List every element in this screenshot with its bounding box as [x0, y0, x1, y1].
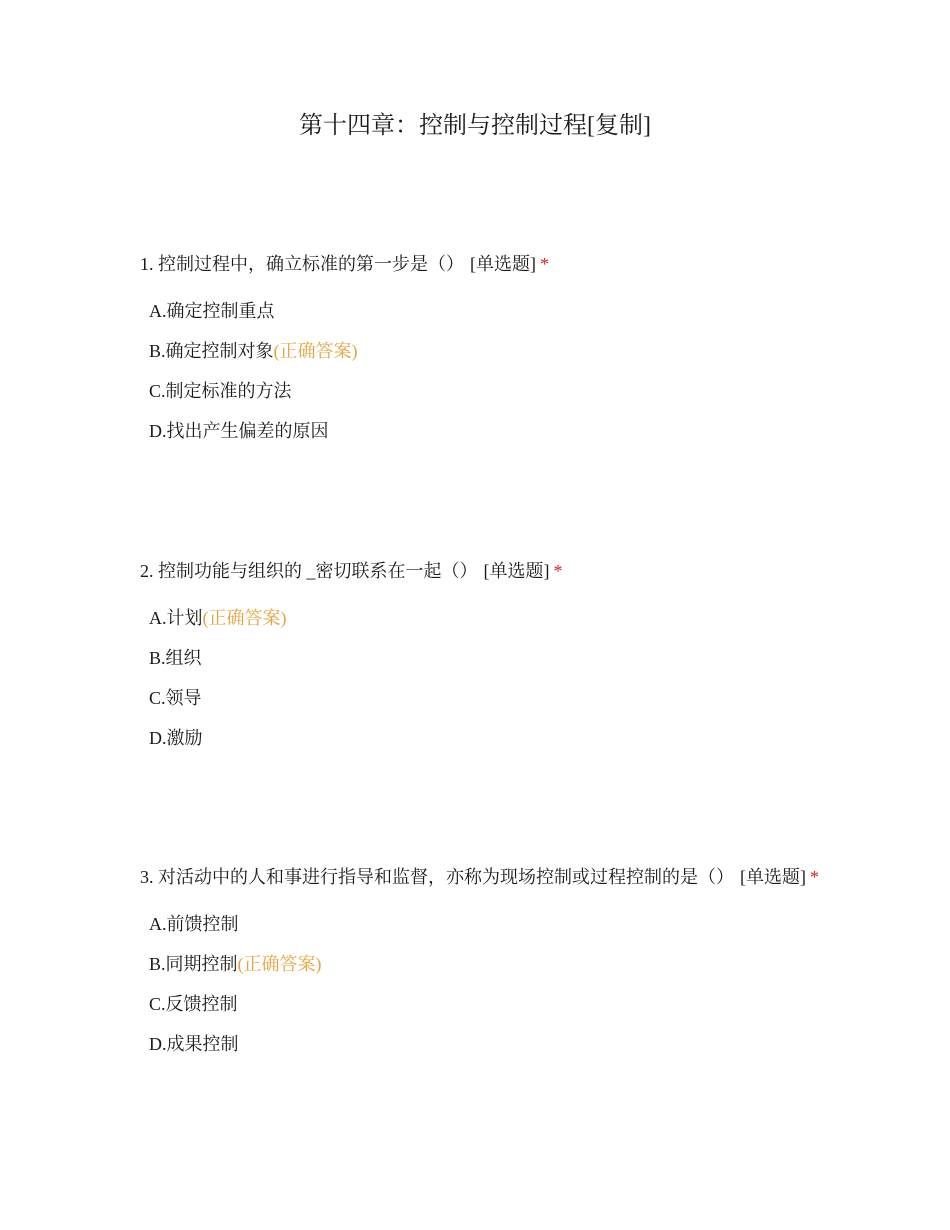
- option-label: D.激励: [149, 728, 203, 748]
- option-label: C.制定标准的方法: [149, 381, 292, 401]
- question-number: 1.: [140, 254, 154, 274]
- question-1: [140, 245, 820, 451]
- page-title: 第十四章：控制与控制过程[复制]: [299, 113, 651, 139]
- option-label: B.组织: [149, 648, 202, 668]
- option-label: C.反馈控制: [149, 994, 238, 1014]
- correct-answer-tag: (正确答案): [273, 341, 358, 361]
- question-stem: [140, 245, 820, 283]
- option-b[interactable]: [149, 944, 820, 984]
- option-d[interactable]: [149, 718, 820, 758]
- required-mark: *: [553, 561, 563, 581]
- correct-answer-tag: (正确答案): [237, 954, 322, 974]
- question-number: 3.: [140, 867, 154, 887]
- option-label: D.找出产生偏差的原因: [149, 421, 329, 441]
- question-type: [单选题]: [483, 561, 550, 581]
- option-label: C.领导: [149, 688, 202, 708]
- question-type: [单选题]: [470, 254, 536, 274]
- question-stem: [140, 552, 820, 590]
- question-2: [140, 552, 820, 758]
- option-c[interactable]: [149, 371, 820, 411]
- option-label: B.确定控制对象: [149, 341, 274, 361]
- option-label: A.计划: [149, 608, 203, 628]
- question-stem: [140, 858, 820, 896]
- option-d[interactable]: [149, 1024, 820, 1064]
- option-a[interactable]: [149, 291, 820, 331]
- question-text: 控制功能与组织的 _密切联系在一起（）: [158, 561, 478, 581]
- option-label: A.确定控制重点: [149, 301, 275, 321]
- option-label: D.成果控制: [149, 1034, 239, 1054]
- question-type: [单选题]: [740, 867, 806, 887]
- option-a[interactable]: [149, 598, 820, 638]
- required-mark: *: [810, 867, 819, 887]
- option-label: A.前馈控制: [149, 914, 239, 934]
- option-list: [140, 291, 820, 451]
- option-label: B.同期控制: [149, 954, 238, 974]
- option-a[interactable]: [149, 904, 820, 944]
- option-list: [140, 598, 820, 758]
- question-text: 对活动中的人和事进行指导和监督，亦称为现场控制或过程控制的是（）: [158, 867, 734, 887]
- question-text: 控制过程中，确立标准的第一步是（）: [158, 254, 464, 274]
- option-c[interactable]: [149, 678, 820, 718]
- required-mark: *: [540, 254, 549, 274]
- option-list: [140, 904, 820, 1064]
- option-b[interactable]: [149, 638, 820, 678]
- option-b[interactable]: [149, 331, 820, 371]
- correct-answer-tag: (正确答案): [202, 608, 287, 628]
- question-number: 2.: [140, 561, 154, 581]
- option-c[interactable]: [149, 984, 820, 1024]
- option-d[interactable]: [149, 411, 820, 451]
- question-3: [140, 858, 820, 1064]
